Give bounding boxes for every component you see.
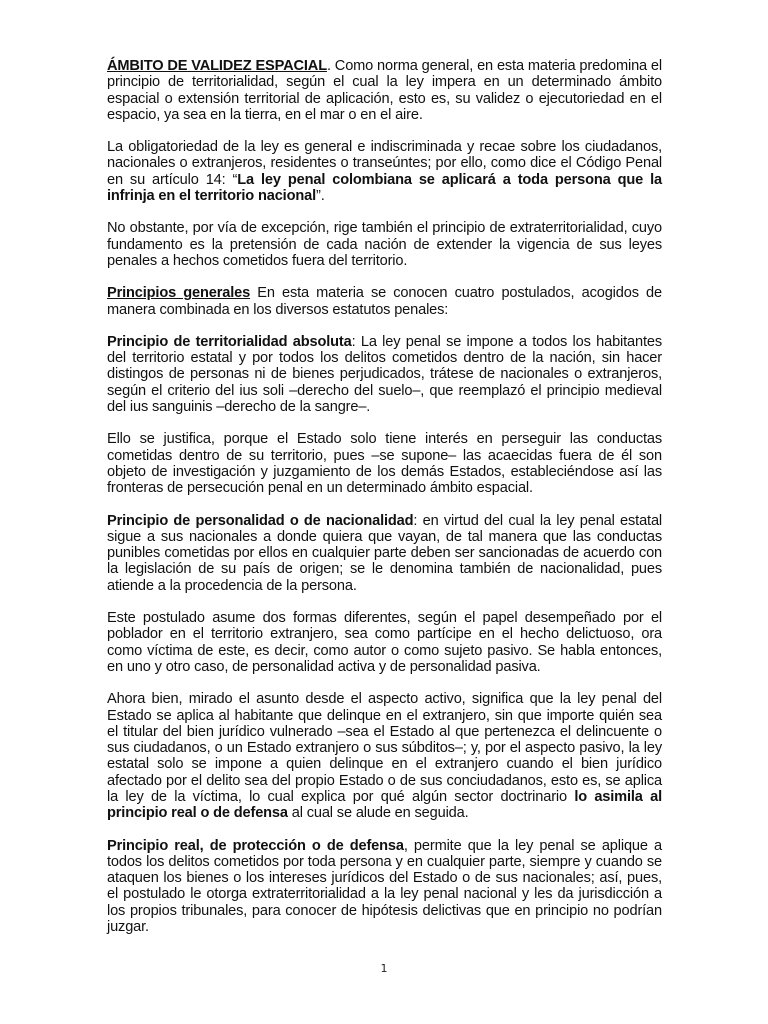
paragraph-justificacion — [107, 431, 662, 496]
paragraph-text: Ello se justifica, porque el Estado solo tiene interés en perseguir las conductas cometidas dentro de su territorio, pues –se supone– las acaecidas fuera de él son objeto de investigación y juzgamiento de los demás Estados, estableciéndose así las fronteras de persecución penal en un determinado ámbito espacial. — [107, 431, 662, 497]
document-body — [107, 58, 662, 951]
heading-principios-generales: Principios generales — [107, 285, 251, 302]
paragraph-text: al cual se alude en seguida. — [287, 805, 469, 822]
page-number: 1 — [380, 962, 388, 975]
bold-phrase-asimila: lo asimila al principio real o de defensa — [107, 788, 662, 822]
paragraph-text: En esta materia se conocen cuatro postulados, acogidos de manera combinada en los diversos estatutos penales: — [107, 285, 662, 318]
paragraph-text: Este postulado asume dos formas diferentes, según el papel desempeñado por el poblador en el territorio extranjero, sea como partícipe en el hecho delictuoso, ora como víctima de este, es decir, como autor o como sujeto pasivo. Se habla entonces, en uno y otro caso, de personalidad activa y de personalidad pasiva. — [107, 610, 662, 675]
paragraph-aspecto-activo — [107, 691, 662, 821]
quoted-article-14: La ley penal colombiana se aplicará a toda persona que la infrinja en el territorio nacional — [107, 171, 663, 205]
paragraph-principios-generales — [107, 285, 662, 318]
heading-ambito-validez-espacial: ÁMBITO DE VALIDEZ ESPACIAL — [107, 58, 327, 74]
paragraph-territorialidad-absoluta — [107, 334, 662, 415]
heading-personalidad-nacionalidad: Principio de personalidad o de nacionalidad — [107, 512, 414, 529]
paragraph-dos-formas — [107, 610, 662, 675]
heading-principio-real: Principio real, de protección o de defensa — [107, 837, 404, 854]
paragraph-personalidad — [107, 513, 662, 594]
paragraph-text: . Como norma general, en esta materia predomina el principio de territorialidad, según el cual la ley impera en un determinado ámbito espacial o extensión territorial de aplicación, esto es, su validez o ejecutoriedad en el espacio, ya sea en la tierra, en el mar o en el aire. — [107, 58, 662, 123]
paragraph-text: , permite que la ley penal se aplique a todos los delitos cometidos por toda persona y en cualquier parte, siempre y cuando se ataquen los bienes o los intereses jurídicos del Estado o de sus nacionales; así, pues, el postulado le otorga extraterritorialidad a la ley penal nacional y les da jurisdicción a los propios tribunales, para conocer de hipótesis delictivas que en principio no podrían juzgar. — [107, 837, 662, 936]
paragraph-text: Ahora bien, mirado el asunto desde el aspecto activo, significa que la ley penal del Estado se aplica al habitante que delinque en el extranjero, sin que importe quién sea el titular del bien jurídico vulnerado –sea el Estado al que pertenezca el delincuente o sus ciudadanos, o un Estado extranjero o sus súbditos–; y, por el aspecto pasivo, la ley estatal solo se impone a quien delinque en el extranjero cuando el bien jurídico afectado por el delito sea del propio Estado o de sus conciudadanos, esto es, se aplica la ley de la víctima, lo cual explica por qué algún sector doctrinario — [107, 691, 662, 805]
paragraph-text: ”. — [315, 188, 325, 205]
paragraph-text: : La ley penal se impone a todos los habitantes del territorio estatal y por todos los delitos cometidos dentro de la nación, sin hacer distingos de personas ni de bienes perjudicados, trátese de nacionales o extranjeros, según el criterio del ius soli –derecho del suelo–, que reemplazó el principio medieval del ius sanguinis –derecho de la sangre–. — [107, 333, 662, 416]
paragraph-extraterritorialidad — [107, 220, 662, 269]
paragraph-text: La obligatoriedad de la ley es general e indiscriminada y recae sobre los ciudadanos, nacionales o extranjeros, residentes o transeúntes; por ello, como dice el Código Penal en su artículo 14: “ — [107, 139, 662, 188]
paragraph-text: : en virtud del cual la ley penal estatal sigue a sus nacionales a donde quiera que vayan, de tal manera que las conductas punibles cometidas por ellos en cualquier parte deben ser sancionadas de acuerdo con la legislación de su país de origen; se le denomina también de nacionalidad, pues atiende a la procedencia de la persona. — [107, 512, 663, 594]
paragraph-text: No obstante, por vía de excepción, rige también el principio de extraterritorialidad, cuyo fundamento es la pretensión de cada nación de extender la vigencia de sus leyes penales a hechos cometidos fuera del territorio. — [107, 220, 662, 269]
paragraph-principio-real — [107, 838, 662, 936]
heading-territorialidad-absoluta: Principio de territorialidad absoluta — [107, 333, 352, 350]
paragraph-obligatoriedad — [107, 139, 662, 204]
paragraph-ambito — [107, 58, 662, 123]
